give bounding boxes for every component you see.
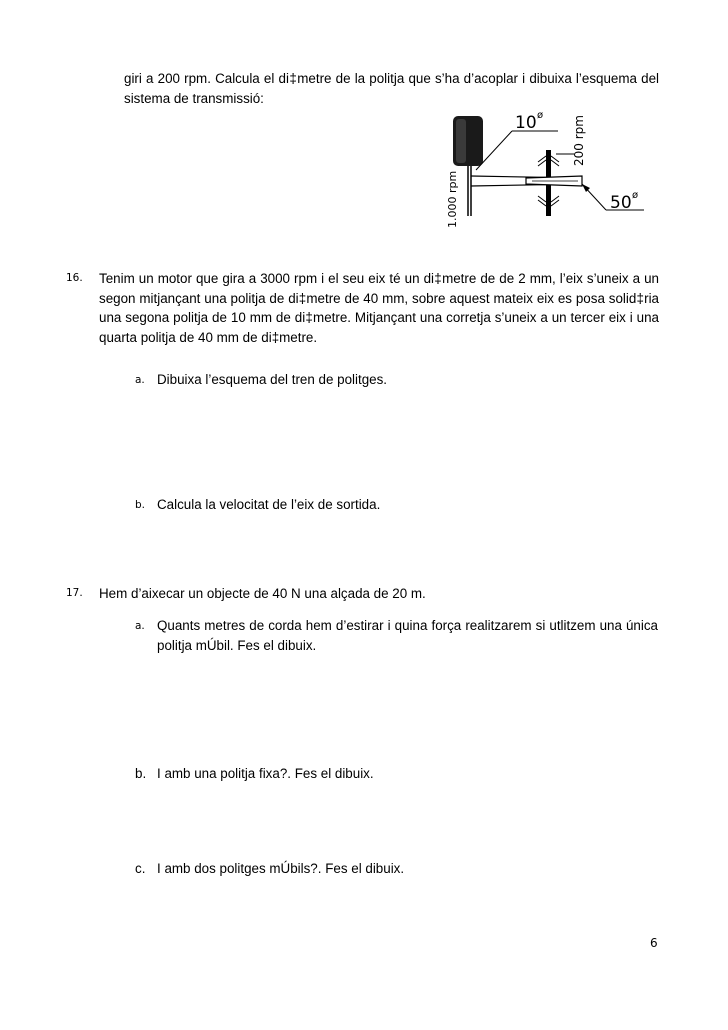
question-17a-text: Quants metres de corda hem d’estirar i quina força realitzarem si utlitzem una única politja mÚbil. Fes el dibuix. [157, 618, 658, 653]
small-pulley-label: 10 [515, 113, 537, 133]
question-16a-text: Dibuixa l’esquema del tren de politges. [157, 372, 388, 387]
question-17c-letter: c. [135, 861, 146, 876]
question-17c-text: I amb dos politges mÚbils?. Fes el dibuix. [157, 861, 405, 876]
question-16-number: 16. [66, 272, 83, 284]
question-17b-text: I amb una politja fixa?. Fes el dibuix. [157, 766, 374, 781]
big-pulley-unit: ø [632, 190, 639, 201]
question-17-number: 17. [66, 587, 83, 599]
question-16b-letter: b. [135, 499, 146, 511]
question-17a-letter: a. [135, 620, 145, 632]
question-16b-text: Calcula la velocitat de l’eix de sortida. [157, 497, 381, 512]
question-17b-letter: b. [135, 766, 147, 781]
output-rpm-label: 200 rpm [572, 115, 586, 166]
question-16-text: Tenim un motor que gira a 3000 rpm i el seu eix té un di‡metre de de 2 mm, l’eix s’uneix a un segon mitjançant una politja de di‡metre de 40 mm, sobre aquest mateix eix es posa solid‡ria una segona politja de 10 mm de di‡metre. Mitjançant una corretja s’uneix a un tercer eix i una quarta politja de 40 mm de di‡metre. [99, 271, 659, 345]
big-pulley-label: 50 [610, 193, 632, 213]
input-rpm-label: 1.000 rpm [446, 170, 459, 228]
page-number: 6 [650, 936, 658, 950]
small-pulley-unit: ø [537, 110, 544, 121]
pulley-transmission-diagram [440, 104, 660, 234]
question-17-text: Hem d’aixecar un objecte de 40 N una alçada de 20 m. [99, 586, 426, 601]
question-16a-letter: a. [135, 374, 145, 386]
intro-paragraph: giri a 200 rpm. Calcula el di‡metre de la politja que s’ha d’acoplar i dibuixa l’esquema del sistema de transmissió: [124, 71, 659, 106]
